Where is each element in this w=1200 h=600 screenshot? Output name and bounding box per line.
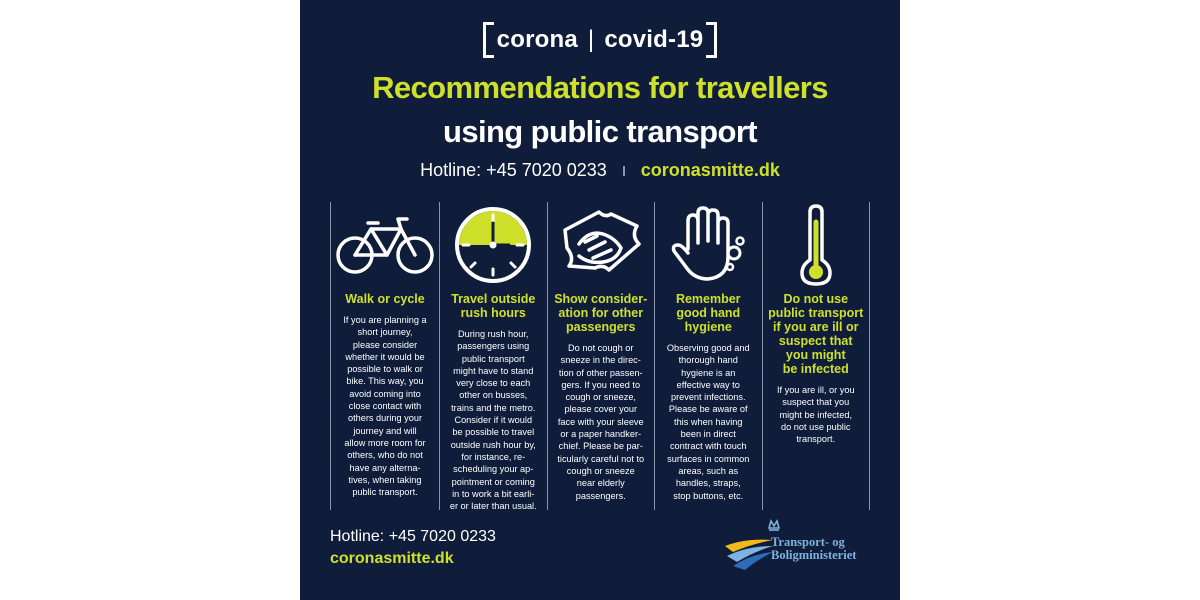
- column-heading: Do not use public transport if you are ill or suspect that you might be infected: [768, 292, 864, 376]
- column-good-hand-hygiene: [654, 202, 762, 510]
- brand-left: corona: [496, 26, 578, 53]
- column-body: If you are planning a short journey, please consider whether it would be possible to walk or bike. This way, you avoid coming into close contact with others during your journey and will allow more room for others, who do not have any alterna- tives, when taking public transport.: [343, 315, 427, 498]
- column-heading: Travel outside rush hours: [451, 292, 536, 320]
- website-link[interactable]: coronasmitte.dk: [640, 160, 780, 180]
- column-show-consideration: [547, 202, 655, 510]
- hotline-text-bottom: Hotline: +45 7020 0233: [330, 528, 496, 545]
- brand-right: covid-19: [604, 26, 704, 53]
- contact-divider: [623, 166, 625, 176]
- hand-soap-icon: [659, 204, 758, 286]
- poster: [300, 0, 900, 600]
- bicycle-icon: [335, 204, 435, 286]
- hotline-text: Hotline: +45 7020 0233: [420, 160, 607, 180]
- handkerchief-icon: [552, 204, 651, 286]
- clock-icon: [444, 204, 543, 286]
- column-do-not-use-if-ill: [762, 202, 871, 510]
- title-line-1: Recommendations for travellers: [372, 70, 828, 105]
- thermometer-icon: [767, 204, 866, 286]
- column-body: Observing good and thorough hand hygiene is an effective way to prevent infections. Please be aware of this when having been in direct contract with touch surfaces in common areas, such as handles, straps, stop buttons, etc.: [666, 343, 750, 501]
- column-travel-outside-rush-hours: [439, 202, 547, 510]
- contact-top: [300, 160, 900, 181]
- column-heading: Remember good hand hygiene: [675, 292, 741, 334]
- title-line-2: using public transport: [442, 114, 758, 149]
- ministry-name: Transport- og Boligministeriet: [771, 535, 857, 562]
- column-heading: Show consider- ation for other passengers: [554, 292, 648, 334]
- column-body: Do not cough or sneeze in the direc- tion of other passen- gers. If you need to cough or sneeze, please cover your face with your sleeve or a paper handker- chief. Please be par- ticularly careful not to cough or sneeze near elderly passengers.: [557, 343, 645, 501]
- brand-header: [300, 18, 900, 62]
- brand-separator: |: [587, 26, 595, 53]
- column-walk-or-cycle: [330, 202, 439, 510]
- recommendation-columns: [330, 202, 870, 510]
- brand-frame: [483, 22, 718, 58]
- column-body: If you are ill, or you suspect that you might be infected, do not use public transport.: [776, 385, 855, 445]
- column-heading: Walk or cycle: [345, 292, 425, 306]
- contact-bottom: [330, 526, 496, 570]
- ministry-logo: [723, 516, 883, 576]
- column-body: During rush hour, passengers using public transport might have to stand very close to each other on busses, trains and the metro. Consider if it would be possible to travel outside rush hour by, for instance, re- scheduling your ap- pointment or coming in to work a bit earli- er or later than usual.: [449, 329, 537, 512]
- website-link-bottom[interactable]: coronasmitte.dk: [330, 550, 454, 567]
